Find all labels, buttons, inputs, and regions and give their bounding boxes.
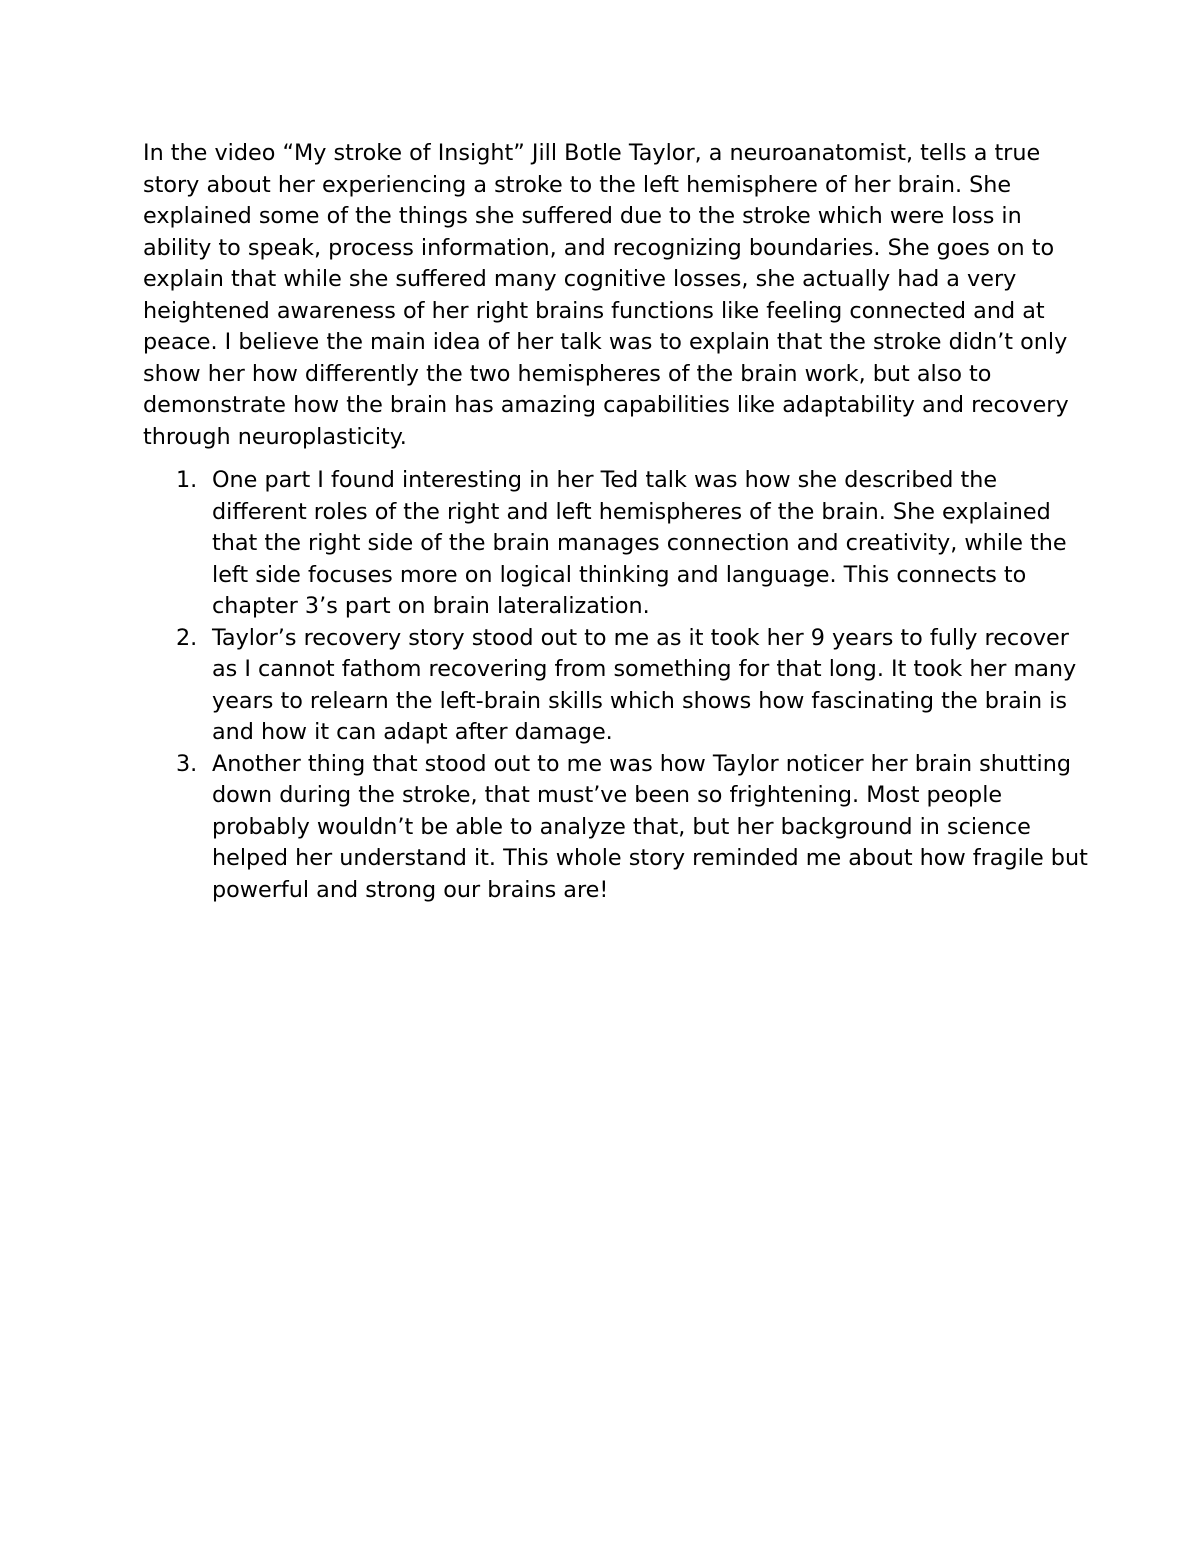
list-item-number: 1. [176,467,198,493]
list-item-text: One part I found interesting in her Ted talk was how she described the different roles of the right and left hemispheres of the brain. She explained that the right side of the brain manages connection and creativity, while the left side focuses more on logical thinking and language. This connects to chapter 3’s part on brain lateralization. [212,467,1067,619]
list-item-number: 2. [176,624,198,651]
list-item [143,465,1088,623]
intro-paragraph: In the video “My stroke of Insight” Jill Botle Taylor, a neuroanatomist, tells a true story about her experiencing a stroke to the left hemisphere of her brain. She explained some of the things she suffered due to the stroke which were loss in ability to speak, process information, and recognizing boundaries. She goes on to explain that while she suffered many cognitive losses, she actually had a very heightened awareness of her right brains functions like feeling connected and at peace. I believe the main idea of her talk was to explain that the stroke didn’t only show her how differently the two hemispheres of the brain work, but also to demonstrate how the brain has amazing capabilities like adaptability and recovery through neuroplasticity. [143,140,1069,450]
list-item-text: Another thing that stood out to me was how Taylor noticer her brain shutting down during the stroke, that must’ve been so frightening. Most people probably wouldn’t be able to analyze that, but her background in science helped her understand it. This whole story reminded me about how fragile but powerful and strong our brains are! [212,750,1088,903]
document-body [143,138,1088,906]
list-item [143,623,1088,749]
list-item-text: Taylor’s recovery story stood out to me as it took her 9 years to fully recover as I cannot fathom recovering from something for that long. It took her many years to relearn the left-brain skills which shows how fascinating the brain is and how it can adapt after damage. [212,624,1077,745]
numbered-list [143,465,1088,906]
list-item [143,749,1088,907]
list-item-number: 3. [176,750,198,777]
